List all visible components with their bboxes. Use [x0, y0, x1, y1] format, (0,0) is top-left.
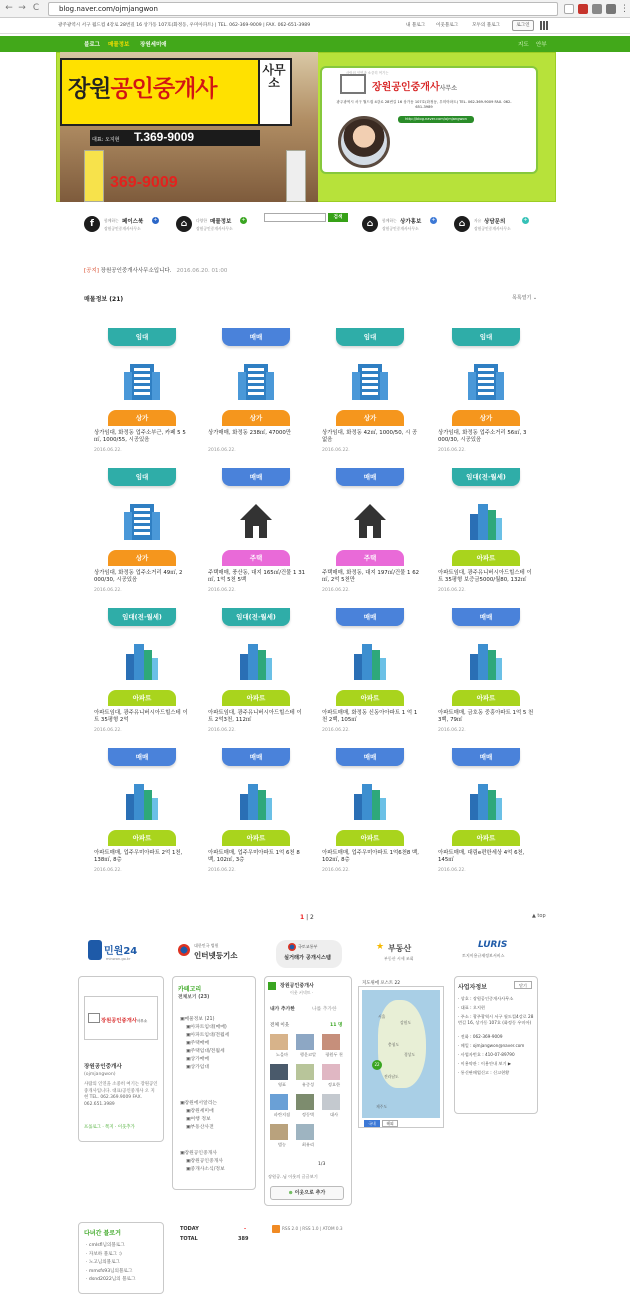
business-info-line: · 사업자번호 : 410-07-89790	[458, 1052, 515, 1057]
category-item[interactable]: ▣주택매매	[186, 1041, 210, 1046]
neighbor-avatar[interactable]	[270, 1064, 288, 1080]
notice-text: 장원공인중개사사무소입니다.	[100, 268, 172, 274]
property-card[interactable]	[322, 468, 420, 598]
neighbor-avatar[interactable]	[270, 1094, 288, 1110]
property-type-tab: 아파트	[336, 830, 404, 846]
house-icon: ⌂	[362, 216, 378, 232]
today-count: -	[244, 1226, 247, 1232]
facebook-icon: f	[84, 216, 100, 232]
forward-icon[interactable]: →	[18, 3, 26, 13]
property-date: 2016.06.22.	[94, 728, 122, 733]
plus-badge-icon: +	[153, 217, 158, 223]
property-description[interactable]: 아파트매매, 화정동 신동아아파트 1 억 1천 2백, 105㎡	[322, 710, 418, 723]
property-description[interactable]: 상가임대, 화정동 업주소부근, 카페 5 5㎡, 1000/55, 시공있음	[94, 430, 186, 443]
menu-jangwon-semiae[interactable]: 장원세미애	[140, 42, 167, 48]
house-logo-icon	[340, 74, 366, 94]
deal-type-tab: 매매	[222, 328, 290, 346]
category-item[interactable]: ▣장원공인중개사	[180, 1151, 217, 1156]
sns-pre: 함께하는	[382, 218, 397, 223]
neighbor-name[interactable]: 노을마	[275, 1052, 289, 1057]
property-card[interactable]	[208, 328, 306, 458]
business-info-line: · 메일 : ojmjangwon@naver.com	[458, 1043, 525, 1048]
apartment-icon	[238, 640, 274, 680]
kb-star-icon: ★	[376, 942, 385, 952]
profile-logo-text: 장원공인중개사사무소	[101, 1018, 148, 1024]
rss-links[interactable]: RSS 2.0 | RSS 1.0 | ATOM 0.3	[282, 1226, 343, 1231]
neighbor-avatar[interactable]	[322, 1094, 340, 1110]
business-info-line: · 전화 : 062-369-9009	[458, 1034, 503, 1039]
category-all[interactable]: 전체보기 (23)	[178, 995, 210, 1000]
deal-type-tab: 매매	[336, 468, 404, 486]
deal-type-tab: 매매	[452, 748, 520, 766]
property-date: 2016.06.22.	[438, 448, 466, 453]
pagination: 1 | 2	[300, 914, 314, 921]
banner-sub: 부동산 시세 조회	[384, 956, 414, 961]
apartment-icon	[468, 500, 504, 540]
property-card[interactable]	[322, 328, 420, 458]
add-neighbor-label: 이웃으로 추가	[294, 1190, 326, 1196]
vertical-sign	[286, 150, 306, 202]
back-icon[interactable]: ←	[5, 3, 13, 13]
property-description[interactable]: 아파트매매, 대림e편한세상 4억 6천, 145㎡	[438, 850, 525, 863]
deal-type-tab: 임대(전·월세)	[108, 608, 176, 626]
property-description[interactable]: 아파트임대, 광주유니버시아드힐스테 이트 35평형 보증금5000/월80, 132㎡	[438, 570, 532, 583]
category-item[interactable]: ▣장원세미애	[186, 1109, 214, 1114]
menu-property-info[interactable]: 매물정보	[108, 42, 130, 48]
card-address: 광주광역시 서구 월드컵 4강로 28번길 16 상가동 107호(화정동, 우미아파트) TEL. 062-369-9009 FAX. 062-651-3989	[336, 100, 512, 109]
deal-type-tab: 임대(전·월세)	[452, 468, 520, 486]
plus-badge-icon: +	[523, 217, 528, 223]
map-pin-label: 서울	[378, 1014, 386, 1019]
menu-blog[interactable]: 블로그	[84, 42, 100, 48]
category-item[interactable]: ▣상가매매	[186, 1057, 210, 1062]
deal-type-tab: 매매	[336, 608, 404, 626]
business-info-title: 사업자정보	[458, 984, 487, 991]
agent-portrait	[338, 116, 390, 168]
vertical-sign	[84, 150, 104, 202]
close-button[interactable]: 닫기	[514, 981, 532, 989]
sns-label: 페이스북	[122, 219, 144, 225]
neighbor-name[interactable]: 행운코알	[299, 1052, 317, 1057]
molit-logo-icon	[288, 943, 296, 951]
neighbor-avatar[interactable]	[296, 1124, 314, 1140]
sns-label: 상담문의	[484, 219, 506, 225]
sns-pre: 다양한	[196, 218, 208, 223]
recent-visitor-link[interactable]: · 노고님의블로그	[86, 1260, 120, 1265]
business-info-line: · 주소 : 광주광역시 서구 월드컵4강로 28번길 16, 상가동 107호 (화정동 우미아)	[458, 1014, 534, 1025]
sns-sub: 장원공인중개사사무소	[474, 226, 511, 231]
property-date: 2016.06.22.	[438, 728, 466, 733]
banner-sub: 국토교통부	[298, 944, 318, 949]
recent-visitor-link[interactable]: · dsnd2022님의 블로그	[86, 1277, 136, 1282]
tab-added-by-me[interactable]: 내가 추가한	[270, 1007, 295, 1012]
property-date: 2016.06.22.	[94, 588, 122, 593]
property-card[interactable]	[322, 748, 420, 878]
property-date: 2016.06.22.	[438, 868, 466, 873]
sign-title: 장원공인중개사	[68, 75, 217, 101]
category-item[interactable]: ▣주택임대/전월세	[186, 1049, 225, 1054]
neighbor-name[interactable]: 파란지점	[273, 1112, 291, 1117]
category-item[interactable]: ▣장원공인중개사	[186, 1159, 223, 1164]
sign-phone: T.369-9009	[134, 130, 195, 144]
apartment-icon	[352, 780, 388, 820]
property-type-tab: 상가	[336, 410, 404, 426]
map-pin-icon[interactable]: 22	[372, 1060, 382, 1070]
property-card[interactable]	[438, 748, 536, 878]
notice-line[interactable]	[84, 266, 227, 274]
map-pin-label: 전라남도	[384, 1074, 399, 1079]
banner-title: 인터넷등기소	[194, 951, 238, 960]
property-description[interactable]: 주택매매, 화정동, 대지 197㎡/건물 1 62㎡, 2억 5천만	[322, 570, 420, 583]
banner-sub: minwon.go.kr	[106, 957, 131, 961]
category-item[interactable]: ▣중개사소식/정보	[186, 1167, 225, 1172]
property-description[interactable]: 상가매매, 화정동 238㎡, 47000만	[208, 430, 292, 436]
neighbor-name[interactable]: 유중성	[301, 1082, 315, 1087]
property-description[interactable]: 아파트매매, 업주우미아파트 1억6천8 백, 102㎡, 8층	[322, 850, 419, 863]
neighbor-name[interactable]: 영표	[277, 1082, 287, 1087]
neighbor-pager[interactable]: 1/3	[318, 1162, 326, 1167]
tab-overseas[interactable]: 해외	[382, 1120, 398, 1127]
property-description[interactable]: 상가임대, 화정동 42㎡, 1000/50, 시 공없음	[322, 430, 418, 443]
deal-type-tab: 임대	[108, 328, 176, 346]
map-pin-label: 충청도	[388, 1042, 400, 1047]
property-card[interactable]	[438, 608, 536, 738]
property-card[interactable]	[208, 608, 306, 738]
banner-sub: 토지이용규제정보서비스	[462, 953, 505, 958]
list-title: 매물정보 (21)	[84, 296, 124, 303]
plus-badge-icon: +	[241, 217, 246, 223]
page-current[interactable]: 1	[300, 914, 305, 921]
category-item[interactable]: ▣아파트임대/전월세	[186, 1033, 230, 1038]
total-label: TOTAL	[180, 1236, 198, 1242]
neighbor-name[interactable]: 대사	[329, 1112, 339, 1117]
tab-domestic[interactable]: 국내	[364, 1120, 380, 1127]
property-type-tab: 주택	[336, 550, 404, 566]
category-title: 카테고리	[178, 986, 202, 993]
profile-links[interactable]: 프롤로그 · 쪽지 · 이웃추가	[84, 1125, 135, 1130]
property-card[interactable]	[208, 748, 306, 878]
property-card[interactable]	[438, 468, 536, 598]
sns-pre: 자유	[474, 218, 482, 223]
property-description[interactable]: 아파트임대, 광주유니버시아드힐스테 이트 35평형 2억	[94, 710, 188, 723]
neighbor-avatar[interactable]	[270, 1124, 288, 1140]
neighbor-all: 전체 이웃	[270, 1023, 290, 1028]
neighbor-note: 장원공..님 이웃의 글글보기	[268, 1174, 318, 1179]
card-slogan: 사람의 인연과 소중히 여기는	[346, 71, 389, 75]
property-card[interactable]	[94, 328, 192, 458]
building-icon	[238, 360, 274, 400]
extension-icon[interactable]	[592, 4, 602, 14]
property-date: 2016.06.22.	[208, 448, 236, 453]
minwon24-banner[interactable]	[88, 940, 152, 968]
property-date: 2016.06.22.	[94, 448, 122, 453]
apartment-icon	[468, 780, 504, 820]
property-description[interactable]: 아파트매매, 업주우미아파트 2억 1천, 138㎡, 8층	[94, 850, 183, 863]
to-top-link[interactable]: ▲ top	[532, 913, 546, 919]
building-icon	[124, 500, 160, 540]
property-date: 2016.06.22.	[322, 728, 350, 733]
house-logo-icon	[88, 1013, 100, 1023]
property-type-tab: 아파트	[108, 830, 176, 846]
neighbor-blog-link[interactable]: 이웃블로그	[436, 23, 459, 28]
property-date: 2016.06.22.	[208, 868, 236, 873]
profile-name: 장원공인중개사	[84, 1064, 122, 1070]
house-icon: ⌂	[176, 216, 192, 232]
property-description[interactable]: 주택매매, 풍산동, 대지 165㎡/건물 1 31㎡, 1억 5천 5백	[208, 570, 306, 583]
neighbor-count: 11 명	[330, 1023, 343, 1028]
deal-type-tab: 임대	[108, 468, 176, 486]
property-card[interactable]	[94, 468, 192, 598]
kb-realestate-banner[interactable]	[374, 940, 434, 968]
property-card[interactable]	[94, 608, 192, 738]
property-type-tab: 아파트	[336, 690, 404, 706]
category-item[interactable]: ▣여행 정보	[186, 1117, 211, 1122]
sns-label: 상가홍보	[400, 219, 422, 225]
building-icon	[468, 360, 504, 400]
property-type-tab: 상가	[222, 410, 290, 426]
bookmark-star-icon[interactable]	[564, 4, 574, 14]
property-description[interactable]: 아파트임대, 광주유니버시아드힐스테 이트 2억3천, 112㎡	[208, 710, 302, 723]
neighbor-avatar[interactable]	[296, 1064, 314, 1080]
property-date: 2016.06.22.	[322, 588, 350, 593]
property-date: 2016.06.22.	[94, 868, 122, 873]
business-info-line: · 상호 : 장원공인중개사사무소	[458, 996, 514, 1001]
sns-sub: 장원공인중개사사무소	[196, 226, 233, 231]
today-label: TODAY	[180, 1226, 199, 1232]
house-icon	[238, 500, 274, 540]
menu-guestbook[interactable]: 안부	[536, 42, 547, 48]
deal-type-tab: 매매	[336, 748, 404, 766]
sns-sub: 장원공인중개사사무소	[382, 226, 419, 231]
property-type-tab: 주택	[222, 550, 290, 566]
card-blog-url[interactable]: http://blog.naver.com/ojmjangwon	[398, 116, 474, 123]
recent-visitor-link[interactable]: · cmlsfl님의블로그	[86, 1243, 125, 1248]
property-card[interactable]	[208, 468, 306, 598]
banner-title: 민원24	[104, 946, 138, 957]
sns-pre: 함께하는	[104, 218, 119, 223]
list-toggle[interactable]: 목록열기 ⌄	[512, 295, 538, 301]
property-card[interactable]	[322, 608, 420, 738]
neighbor-avatar[interactable]	[322, 1034, 340, 1050]
recent-visitor-link[interactable]: · 자보하 블로그 :)	[86, 1251, 122, 1257]
deal-type-tab: 임대(전·월세)	[222, 608, 290, 626]
map-title: 지도위에 포스트 22	[362, 981, 401, 986]
property-type-tab: 상가	[452, 410, 520, 426]
sns-label: 매물정보	[210, 219, 232, 225]
banner-sub: 대한민국 법원	[194, 943, 219, 948]
apartment-icon	[468, 640, 504, 680]
house-icon: ⌂	[454, 216, 470, 232]
business-info-line: · 대표 : 오지현	[458, 1005, 485, 1010]
business-info-line[interactable]: · 통신판매업신고 : 신고현황	[458, 1070, 510, 1075]
property-type-tab: 아파트	[222, 830, 290, 846]
apps-grid-icon[interactable]	[540, 21, 549, 30]
deal-type-tab: 매매	[108, 748, 176, 766]
deal-type-tab: 매매	[452, 608, 520, 626]
blog-search-input[interactable]	[264, 213, 326, 222]
neighbor-avatar[interactable]	[296, 1034, 314, 1050]
realprice-banner[interactable]	[276, 940, 342, 968]
deal-type-tab: 매매	[222, 748, 290, 766]
property-type-tab: 상가	[108, 410, 176, 426]
apartment-icon	[238, 780, 274, 820]
neighbor-name[interactable]: 최유리	[301, 1142, 315, 1147]
office-address: 광주광역시 서구 월드컵 4강로 28번길 16 상가동 107호(화정동, 우미아파트) | TEL. 062-369-9009 | FAX. 062-651-3989	[58, 23, 311, 28]
luris-banner[interactable]	[462, 940, 534, 968]
property-description[interactable]: 상가임대, 화정동 업주소거리 49㎡, 2 000/30, 시공있음	[94, 570, 183, 583]
profile-id: (ojmjangwon)	[84, 1072, 116, 1077]
neighbor-avatar[interactable]	[322, 1064, 340, 1080]
recent-visitors-title: 다녀간 블로거	[84, 1230, 121, 1237]
property-card[interactable]	[438, 328, 536, 458]
recent-visitor-link[interactable]: · mmsfs93님의블로그	[86, 1268, 133, 1274]
total-count: 389	[238, 1236, 249, 1242]
category-item[interactable]: ▣부동산사전	[186, 1125, 214, 1130]
neighbor-name[interactable]: 평원두 천	[325, 1052, 343, 1057]
apartment-icon	[124, 780, 160, 820]
my-blog-link[interactable]: 내 블로그	[406, 23, 426, 28]
neighbor-avatar[interactable]	[296, 1094, 314, 1110]
map-pin-label: 강원도	[400, 1020, 412, 1025]
login-button[interactable]: 로그인	[512, 20, 534, 31]
property-date: 2016.06.22.	[322, 448, 350, 453]
apartment-icon	[124, 640, 160, 680]
banner-title: 부동산	[388, 944, 412, 953]
deal-type-tab: 임대	[452, 328, 520, 346]
extension-icon[interactable]	[606, 4, 616, 14]
property-date: 2016.06.22.	[438, 588, 466, 593]
banner-title: 실거래가 공개시스템	[284, 955, 331, 961]
tab-added-me[interactable]: 나를 추가한	[312, 1007, 337, 1012]
menu-icon[interactable]: ⋮	[620, 4, 629, 14]
property-card[interactable]	[94, 748, 192, 878]
neighbor-name[interactable]: 범농	[277, 1142, 287, 1147]
deal-type-tab: 매매	[222, 468, 290, 486]
property-type-tab: 아파트	[452, 830, 520, 846]
neighbor-owner: 장원공인중개사	[280, 983, 314, 989]
property-type-tab: 아파트	[452, 550, 520, 566]
house-icon	[352, 500, 388, 540]
pdf-extension-icon[interactable]	[578, 4, 588, 14]
all-blog-link[interactable]: 모두의 블로그	[472, 23, 501, 28]
apartment-icon	[352, 640, 388, 680]
category-item[interactable]: ▣장원에서알리는	[180, 1101, 217, 1106]
profile-intro: 사람의 인연을 소중히 여기는 장원공인중개사입니다. 대표/공인중개사 오 지 현 TEL. 062.369.9009 FAX. 062.651.3989	[84, 1082, 158, 1107]
notice-date: 2016.06.20. 01:00	[176, 268, 228, 274]
neighbor-name[interactable]: 정요한	[327, 1082, 341, 1087]
minwon-logo-icon	[88, 940, 102, 960]
search-button[interactable]: 검색	[328, 213, 348, 222]
property-type-tab: 상가	[108, 550, 176, 566]
plus-badge-icon: +	[431, 217, 436, 223]
court-logo-icon	[178, 944, 190, 956]
property-description[interactable]: 상가임대, 화정동 업주소거리 56㎡, 3 000/30, 시공있음	[438, 430, 527, 443]
category-item[interactable]: ▣아파트임대(매매)	[186, 1025, 227, 1030]
card-office-name: 장원공인중개사사무소	[372, 82, 458, 93]
category-item[interactable]: ▣상가임대	[186, 1065, 210, 1070]
property-description[interactable]: 아파트매매, 금호동 중흥아파트 1억 5 천 3백, 79㎡	[438, 710, 534, 723]
page-2-link[interactable]: 2	[310, 914, 314, 921]
property-type-tab: 아파트	[452, 690, 520, 706]
add-neighbor-button[interactable]	[270, 1186, 344, 1200]
neighbor-sub: 이웃 커넥트 ·	[290, 990, 314, 995]
deal-type-tab: 임대	[336, 328, 404, 346]
neighbor-avatar[interactable]	[270, 1034, 288, 1050]
reload-icon[interactable]: C	[32, 3, 40, 13]
red-phone-sign: 369-9009	[110, 174, 178, 191]
notice-tag: [공지]	[84, 268, 99, 274]
sign-rep-name: 대표: 오지현	[92, 137, 120, 143]
banner-title: LURIS	[478, 940, 508, 950]
business-info-line[interactable]: · 이용약관 : 이용안내 보기 ▶	[458, 1061, 512, 1066]
plus-icon: ⊕	[288, 1190, 295, 1196]
building-icon	[124, 360, 160, 400]
property-description[interactable]: 아파트매매, 업주우미아파트 1억 6천 8백, 102㎡, 3층	[208, 850, 300, 863]
sign-side-text: 사무소	[262, 63, 286, 90]
rss-icon[interactable]	[272, 1225, 280, 1233]
property-type-tab: 아파트	[222, 690, 290, 706]
property-date: 2016.06.22.	[208, 588, 236, 593]
property-type-tab: 아파트	[108, 690, 176, 706]
building-icon	[352, 360, 388, 400]
property-date: 2016.06.22.	[208, 728, 236, 733]
url-bar[interactable]: blog.naver.com/ojmjangwon	[48, 2, 558, 16]
map-pin-label: 경상도	[404, 1052, 416, 1057]
blog-thumb-icon	[268, 982, 276, 990]
menu-map[interactable]: 지도	[518, 42, 529, 48]
iros-banner[interactable]	[178, 940, 248, 968]
category-item[interactable]: ▣매물정보 (21)	[180, 1017, 215, 1022]
property-date: 2016.06.22.	[322, 868, 350, 873]
map-pin-label: 제주도	[376, 1104, 388, 1109]
neighbor-name[interactable]: 정동벽	[301, 1112, 315, 1117]
sns-sub: 장원공인중개사사무소	[104, 226, 141, 231]
